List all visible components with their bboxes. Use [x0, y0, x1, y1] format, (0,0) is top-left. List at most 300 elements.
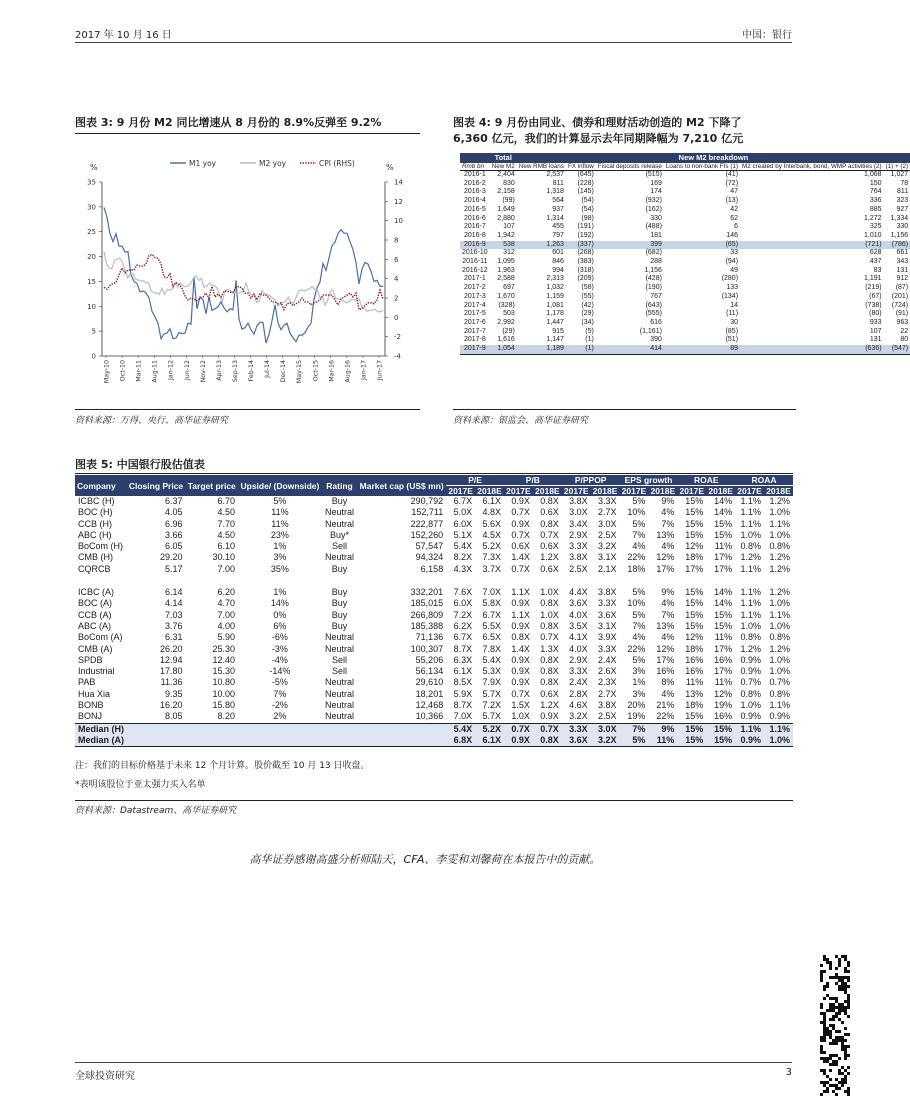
company-cell: BoCom (H) [78, 541, 124, 552]
qr-module [832, 1042, 835, 1045]
value-cell: Neutral [324, 518, 354, 529]
value-cell: 6.2X [453, 620, 473, 631]
value-cell: 5% [273, 496, 287, 506]
qr-module [835, 1036, 838, 1039]
left-tick-label: 15 [87, 277, 96, 286]
value-cell: 2.9X [569, 654, 588, 665]
qr-module [820, 1012, 823, 1015]
qr-module [838, 1006, 841, 1009]
qr-module [841, 1021, 844, 1024]
value-cell: 1.1% [740, 496, 761, 506]
value-cell: 0.9X [511, 496, 530, 506]
right-tick-label: -2 [394, 333, 401, 342]
year-2017e: 2017E [735, 486, 764, 497]
value-cell: 12,468 [415, 700, 444, 711]
value-cell: 2,588 [497, 275, 515, 283]
value-cell: 1.0% [769, 666, 790, 677]
qr-module [829, 1036, 832, 1039]
value-cell: 3.8X [569, 552, 588, 563]
value-cell: 57,547 [415, 541, 444, 552]
qr-module [841, 982, 844, 985]
table-row [460, 328, 910, 337]
value-cell: 1.1% [740, 507, 761, 518]
x-tick-label: Apr-13 [215, 360, 223, 381]
qr-module [820, 1006, 823, 1009]
qr-module [838, 964, 841, 967]
value-cell: 1,447 [546, 318, 564, 326]
median-value: 6.1X [475, 735, 504, 747]
value-cell: 288 [650, 258, 662, 266]
value-cell: 6.7X [453, 496, 473, 506]
qr-module [835, 1063, 838, 1066]
period-cell: 2016-7 [463, 223, 486, 231]
value-cell: 7.8X [482, 643, 501, 654]
value-cell: 1% [273, 587, 287, 598]
qr-module [823, 1030, 826, 1033]
figure-5-source-rule [75, 800, 793, 801]
qr-module [820, 1048, 823, 1051]
qr-module [832, 1006, 835, 1009]
qr-module [838, 1057, 841, 1060]
value-cell: Neutral [324, 711, 354, 722]
value-cell: 3.3X [598, 598, 617, 609]
value-cell: (643) [645, 301, 662, 309]
company-cell: BONJ [78, 711, 103, 722]
qr-module [847, 1093, 850, 1096]
value-cell: 1,010 [864, 231, 882, 239]
right-tick-label: 12 [394, 197, 403, 206]
value-cell: 0.8% [740, 688, 761, 699]
company-cell: ICBC (H) [78, 496, 115, 506]
value-cell: 15.30 [212, 666, 236, 677]
median-value: 3.6X [562, 735, 591, 747]
value-cell: 1.4X [511, 643, 530, 654]
qr-module [826, 982, 829, 985]
year-2018e: 2018E [533, 486, 562, 497]
qr-module [820, 1057, 823, 1060]
qr-module [841, 1066, 844, 1069]
value-cell: 5.9X [453, 688, 473, 699]
period-cell: 2016-4 [463, 197, 486, 205]
qr-module [823, 1051, 826, 1054]
value-cell: 17% [656, 563, 675, 574]
qr-module [823, 997, 826, 1000]
qr-module [847, 1090, 850, 1093]
value-cell: (72) [725, 179, 739, 187]
value-cell: 1.1% [769, 609, 790, 620]
right-axis-unit: % [386, 163, 394, 172]
qr-module [832, 1003, 835, 1006]
qr-module [844, 1081, 847, 1084]
value-cell: (383) [577, 258, 594, 266]
value-cell: 17% [714, 563, 733, 574]
value-cell: 78 [900, 179, 909, 187]
value-cell: Sell [331, 666, 347, 677]
qr-module [847, 961, 850, 964]
value-cell: (162) [645, 205, 662, 213]
value-cell: 564 [552, 197, 564, 205]
value-cell: (515) [645, 171, 662, 178]
right-tick-label: -4 [394, 352, 401, 361]
footer-label: 全球投资研究 [75, 1071, 135, 1082]
qr-module [832, 976, 835, 979]
value-cell: 0.9% [740, 711, 761, 722]
qr-module [826, 1075, 829, 1078]
qr-module [838, 1069, 841, 1072]
qr-module [826, 961, 829, 964]
table-row [75, 644, 793, 655]
value-cell: 3.3X [569, 541, 588, 552]
legend-item [240, 159, 287, 168]
value-cell: 2.4X [569, 677, 588, 688]
median-value: 11% [648, 735, 677, 747]
value-cell: (67) [869, 292, 882, 300]
table-row [75, 552, 793, 563]
value-cell: 4.0X [569, 609, 588, 620]
value-cell: 4% [632, 541, 646, 552]
value-cell: 1,272 [864, 214, 882, 222]
value-cell: 290,792 [410, 496, 444, 506]
value-cell: 0.9% [769, 711, 790, 722]
value-cell: 4% [661, 507, 675, 518]
x-tick-label: Dec-14 [280, 360, 288, 383]
value-cell: 12% [685, 632, 704, 643]
qr-module [844, 1051, 847, 1054]
value-cell: 0.6X [540, 688, 559, 699]
report-date: 2017 年 10 月 16 日 [75, 30, 172, 41]
value-cell: 4% [661, 598, 675, 609]
value-cell: 5.3X [482, 666, 501, 677]
value-cell: 11% [714, 677, 733, 688]
qr-module [835, 967, 838, 970]
value-cell: 2.3X [598, 677, 617, 688]
qr-module [841, 1003, 844, 1006]
qr-module [841, 985, 844, 988]
value-cell: 17.80 [159, 666, 183, 677]
qr-module [823, 1036, 826, 1039]
value-cell: 6.5X [482, 632, 501, 643]
value-cell: 3.3X [598, 496, 617, 506]
table-row [460, 336, 910, 345]
qr-module [832, 1009, 835, 1012]
qr-module [844, 1000, 847, 1003]
qr-module [844, 970, 847, 973]
value-cell: 7% [661, 609, 675, 620]
series-m1-yoy [104, 207, 383, 343]
value-cell: 2,880 [497, 214, 515, 222]
qr-module [841, 1078, 844, 1081]
qr-module [820, 970, 823, 973]
value-cell: 33 [730, 249, 739, 257]
value-cell: 0.9X [540, 711, 559, 722]
qr-module [844, 1012, 847, 1015]
qr-module [823, 988, 826, 991]
value-cell: (80) [869, 310, 882, 318]
value-cell: (201) [891, 292, 909, 300]
value-cell: (209) [577, 275, 594, 283]
value-cell: 1.0% [769, 620, 790, 631]
value-cell: 49 [730, 266, 739, 274]
value-cell: 18% [685, 552, 704, 563]
value-cell: 0.8X [540, 666, 559, 677]
qr-module [832, 1018, 835, 1021]
value-cell: 169 [650, 179, 662, 187]
value-cell: 414 [596, 345, 664, 354]
value-cell: 7.2X [482, 700, 501, 711]
value-cell: 2.6X [598, 666, 617, 677]
table-row [460, 241, 910, 250]
qr-module [847, 970, 850, 973]
median-value: 5% [620, 735, 649, 747]
value-cell: 47 [730, 188, 739, 196]
qr-module [841, 1045, 844, 1048]
qr-module [844, 1045, 847, 1048]
qr-module [832, 1090, 835, 1093]
value-cell: 29,610 [415, 677, 444, 688]
value-cell: 2.1X [598, 563, 617, 574]
figure-3-source: 资料来源：万得、央行、高华证券研究 [75, 416, 229, 426]
qr-module [820, 1045, 823, 1048]
value-cell: 4.14 [164, 598, 183, 609]
value-cell: 4.70 [217, 598, 236, 609]
value-cell: 23% [270, 529, 289, 540]
left-tick-label: 35 [87, 178, 96, 187]
table-row [75, 621, 793, 632]
value-cell: 0.7X [511, 688, 530, 699]
period-cell: 2017-8 [463, 336, 486, 344]
value-cell: 3.2X [569, 711, 588, 722]
value-cell: 1.1% [740, 563, 761, 574]
figure-3-rule [75, 133, 420, 134]
qr-module [841, 955, 844, 958]
value-cell: 0.8% [740, 541, 761, 552]
year-2017e: 2017E [504, 486, 533, 497]
value-cell: 2.5X [598, 529, 617, 540]
spacer-row [75, 575, 793, 587]
table-row [460, 215, 910, 224]
value-cell: Neutral [324, 700, 354, 711]
qr-module [847, 976, 850, 979]
value-cell: 437 [869, 258, 882, 266]
year-2017e: 2017E [620, 486, 649, 497]
value-cell: 1.0% [769, 598, 790, 609]
value-cell: 15% [685, 620, 704, 631]
period-cell: 2016-12 [462, 266, 488, 274]
median-value: 7% [620, 723, 649, 735]
value-cell: 937 [552, 205, 564, 213]
value-cell: 6.3X [453, 654, 473, 665]
value-cell: 601 [552, 249, 564, 257]
value-cell: 3.0X [598, 518, 617, 529]
left-tick-label: 10 [87, 302, 96, 311]
value-cell: 0.9X [511, 598, 530, 609]
value-cell: 323 [896, 197, 909, 205]
qr-module [835, 1030, 838, 1033]
qr-module [826, 1081, 829, 1084]
qr-module [823, 985, 826, 988]
value-cell: 6.7X [482, 609, 501, 620]
qr-module [847, 1006, 850, 1009]
value-cell: 16% [685, 654, 704, 665]
value-cell: Buy [331, 587, 348, 598]
qr-module [823, 1060, 826, 1063]
value-cell: 4% [661, 541, 675, 552]
value-cell: 0% [273, 609, 287, 620]
value-cell: 767 [650, 292, 662, 300]
qr-module [847, 1000, 850, 1003]
value-cell: 30 [730, 318, 739, 326]
value-cell: 1,178 [546, 310, 564, 318]
right-tick-label: 10 [394, 217, 403, 226]
qr-module [838, 979, 841, 982]
value-cell: 4.3X [453, 563, 473, 574]
qr-module [829, 1033, 832, 1036]
value-cell: 1.0% [769, 507, 790, 518]
value-cell: 5.4X [482, 654, 501, 665]
group-roaa: ROAA [735, 475, 793, 486]
value-cell: 17% [656, 654, 675, 665]
value-cell: 1,027 [890, 171, 909, 178]
value-cell: Buy* [329, 529, 349, 540]
value-cell: (145) [577, 188, 594, 196]
x-tick-label: Oct-15 [312, 360, 320, 382]
value-cell: 7.2X [453, 609, 473, 620]
value-cell: 62 [730, 214, 739, 222]
legend-label: M2 yoy [259, 159, 287, 168]
table-row [460, 302, 910, 311]
value-cell: 4% [661, 688, 675, 699]
value-cell: 0.8X [511, 632, 530, 643]
value-cell: (29) [581, 310, 594, 318]
value-cell: 8% [661, 677, 675, 688]
value-cell: 1,156 [644, 266, 662, 274]
value-cell: 55,206 [415, 654, 444, 665]
qr-module [844, 1039, 847, 1042]
value-cell: Sell [331, 541, 347, 552]
value-cell: 11% [714, 632, 733, 643]
value-cell: 3.6X [598, 609, 617, 620]
left-tick-label: 25 [87, 228, 96, 237]
median-value: 3.0X [591, 723, 620, 735]
qr-module [838, 976, 841, 979]
company-cell: CQRCB [78, 563, 111, 574]
qr-module [829, 1078, 832, 1081]
value-cell: 4.50 [217, 507, 236, 518]
value-cell: 3.3X [598, 643, 617, 654]
value-cell: 15% [685, 518, 704, 529]
qr-module [838, 985, 841, 988]
value-cell: 17% [714, 666, 733, 677]
value-cell: (721) [740, 241, 884, 250]
value-cell: 764 [869, 188, 882, 196]
value-cell: 3.6X [569, 598, 588, 609]
value-cell: 15% [714, 529, 733, 540]
table-row [460, 197, 910, 206]
value-cell: 6,158 [420, 563, 444, 574]
table-row [460, 188, 910, 197]
value-cell: 1.1% [740, 518, 761, 529]
qr-module [820, 1051, 823, 1054]
qr-module [820, 1039, 823, 1042]
value-cell: 1,191 [864, 275, 882, 283]
value-cell: 15% [714, 620, 733, 631]
value-cell: 6.1X [482, 496, 501, 506]
value-cell: 16.20 [159, 700, 183, 711]
value-cell: 13% [656, 620, 675, 631]
median-label: Median (A) [75, 735, 446, 747]
company-cell: Hua Xia [78, 688, 111, 699]
company-cell: Industrial [78, 666, 115, 677]
group-roae: ROAE [677, 475, 735, 486]
qr-module [829, 967, 832, 970]
qr-module [838, 1018, 841, 1021]
value-cell: 0.9X [511, 620, 530, 631]
value-cell: 1,068 [864, 171, 882, 178]
value-cell: 131 [896, 266, 909, 274]
value-cell: 12.40 [212, 654, 236, 665]
value-cell: 963 [896, 318, 909, 326]
qr-module [844, 967, 847, 970]
value-cell: 6.0X [453, 598, 473, 609]
median-value: 5.4X [446, 723, 475, 735]
legend-item [170, 159, 217, 168]
qr-module [832, 1024, 835, 1027]
value-cell: 14% [714, 507, 733, 518]
value-cell: 846 [552, 258, 564, 266]
value-cell: 5% [632, 518, 646, 529]
value-cell: 1.1X [511, 609, 530, 620]
qr-module [841, 1081, 844, 1084]
median-value: 0.7X [533, 723, 562, 735]
report-section: 中国：银行 [742, 30, 792, 41]
value-cell: (555) [645, 310, 662, 318]
value-cell: 0.7X [540, 632, 559, 643]
qr-module [835, 1078, 838, 1081]
value-cell: 10,366 [415, 711, 444, 722]
legend-label: CPI (RHS) [319, 159, 355, 168]
figure-4-title-line1: 图表 4: 9 月份由同业、债券和理财活动创造的 M2 下降了 [453, 116, 742, 129]
value-cell: (5) [585, 327, 594, 335]
table-row [75, 507, 793, 518]
value-cell: Neutral [324, 507, 354, 518]
x-tick-label: Aug-16 [344, 360, 352, 383]
x-tick-label: May-10 [103, 360, 111, 384]
qr-module [832, 997, 835, 1000]
value-cell: (192) [577, 231, 594, 239]
value-cell: 16% [714, 654, 733, 665]
value-cell: 42 [730, 205, 739, 213]
qr-module [820, 1021, 823, 1024]
qr-module [835, 976, 838, 979]
value-cell: 2% [273, 711, 287, 722]
year-2017e: 2017E [562, 486, 591, 497]
qr-module [832, 1060, 835, 1063]
table-row [75, 689, 793, 700]
value-cell: 131 [869, 336, 882, 344]
right-tick-label: 0 [394, 313, 399, 322]
value-cell: 174 [650, 188, 662, 196]
qr-module [823, 1033, 826, 1036]
x-tick-label: Sep-13 [231, 360, 239, 383]
value-cell: 330 [896, 223, 909, 231]
value-cell: 1.4X [511, 552, 530, 563]
qr-module [835, 997, 838, 1000]
median-value: 15% [706, 735, 735, 747]
value-cell: 5.8X [482, 598, 501, 609]
qr-module [838, 1003, 841, 1006]
period-cell: 2016-3 [463, 188, 486, 196]
col-closing-price: Closing Price [127, 475, 186, 496]
